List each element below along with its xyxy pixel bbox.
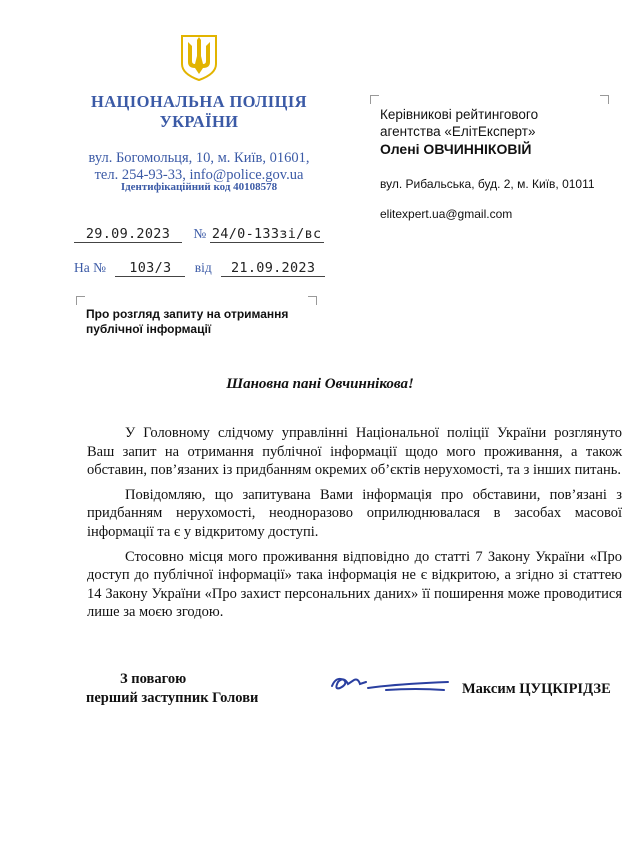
- body-paragraph-3: Стосовно місця мого проживання відповідно до статті 7 Закону України «Про доступ до публічної інформації» така інформація не є відкритою, а згідно зі статтею 14 Закону України «Про захист персональних даних» її поширення може проводитися лише за моєю згодою.: [87, 548, 622, 621]
- signature-position: З повагою перший заступник Голови: [86, 671, 259, 706]
- incoming-number: 103/3: [115, 260, 185, 277]
- body-paragraph-1: У Головному слідчому управлінні Національної поліції України розглянуто Ваш запит на отримання публічної інформації щодо мого проживання, а також обставин, пов’язаних із придбанням окремих об’єктів нерухомості, та з інших питань.: [87, 425, 622, 479]
- recipient-corner-tr: [600, 95, 609, 104]
- incoming-date: 21.09.2023: [221, 260, 325, 277]
- greeting: Шановна пані Овчиннікова!: [226, 376, 414, 392]
- outgoing-number: 24/0-133зі/вс: [210, 226, 324, 243]
- recipient-corner-tl: [370, 95, 379, 104]
- subject-corner-tl: [76, 296, 85, 305]
- recipient-line-1: Керівникові рейтингового: [380, 107, 539, 122]
- recipient-block: [380, 106, 610, 158]
- outgoing-registration: [74, 226, 324, 243]
- recipient-name: Олені ОВЧИННІКОВІЙ: [380, 141, 532, 157]
- organization-name: НАЦІОНАЛЬНА ПОЛІЦІЯ УКРАЇНИ: [90, 92, 307, 131]
- signatory-name: Максим ЦУЦКІРІДЗЕ: [462, 681, 611, 697]
- handwritten-signature: [326, 668, 454, 702]
- number-label: №: [193, 226, 207, 241]
- recipient-address: вул. Рибальська, буд. 2, м. Київ, 01011: [380, 177, 595, 191]
- organization-id-code: Ідентифікаційний код 40108578: [120, 181, 278, 193]
- subject-corner-tr: [308, 296, 317, 305]
- letter-subject: Про розгляд запиту на отримання публічної інформації: [86, 307, 289, 336]
- recipient-line-2: агентства «ЕлітЕксперт»: [380, 124, 536, 139]
- trident-emblem-icon: [179, 34, 219, 82]
- incoming-from-label: від: [194, 260, 212, 275]
- outgoing-date: 29.09.2023: [74, 226, 182, 243]
- organization-address: вул. Богомольця, 10, м. Київ, 01601, тел. 254-93-33, info@police.gov.ua: [88, 150, 310, 183]
- recipient-email: elitexpert.ua@gmail.com: [380, 207, 513, 221]
- incoming-registration: [74, 260, 325, 277]
- body-paragraph-2: Повідомляю, що запитувана Вами інформація про обставини, пов’язані з придбанням нерухомості, неодноразово оприлюднювалася в засобах масової інформації та є у відкритому доступі.: [87, 486, 622, 540]
- incoming-number-label: На №: [74, 260, 106, 275]
- letter-body: [87, 424, 622, 628]
